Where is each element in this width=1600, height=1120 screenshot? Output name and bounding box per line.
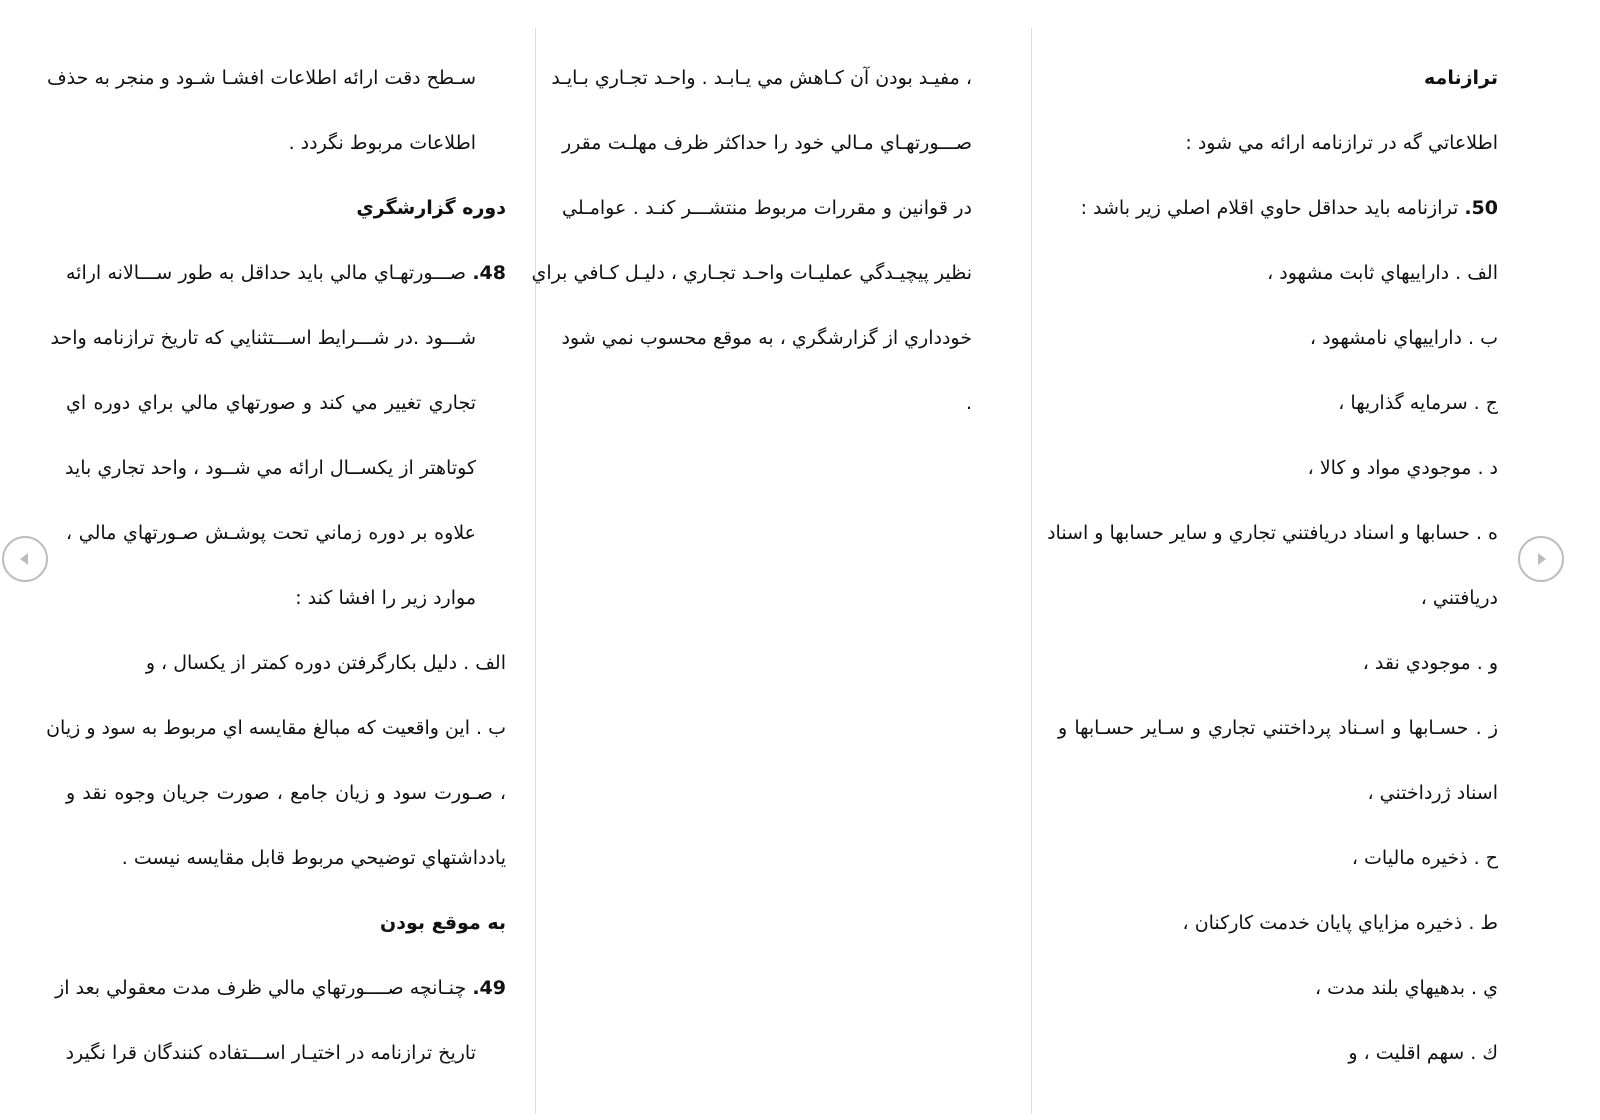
text-line: شـــود .در شـــرايط اســـتثنايي كه تاريخ ترازنامه واحد [50, 327, 476, 349]
text-line: دريافتني ، [1420, 587, 1498, 609]
list-item: ب . اين واقعيت كه مبالغ مقايسه اي مربوط به سود و زيان [46, 717, 506, 739]
text-line: ، صـورت سود و زيان جامع ، صورت جريان وجوه نقد و [66, 782, 506, 804]
text-line: صـــورتهـاي مالي بايد حداقل به طور ســـالانه ارائه [66, 262, 467, 284]
list-item: ح . ذخيره ماليات ، [1351, 847, 1498, 869]
list-item: و . موجودي نقد ، [1362, 652, 1498, 674]
paragraph-number: 49. [472, 977, 506, 999]
text-line: تجاري تغيير مي كند و صورتهاي مالي براي دوره اي [66, 392, 476, 414]
list-item: الف . داراييهاي ثابت مشهود ، [1267, 262, 1498, 284]
text-column-left [46, 46, 506, 1086]
text-line: نظير پيچيـدگي عمليـات واحـد تجـاري ، دليـل كـافي براي [531, 262, 972, 284]
list-item: ه . حسابها و اسناد دريافتني تجاري و ساير حسابها و اسناد [1047, 522, 1498, 544]
text-line: در قوانين و مقررات مربوط منتشـــر كنـد . عوامـلي [562, 197, 972, 219]
paragraph-number: 48. [472, 262, 506, 284]
list-item: ط . ذخيره مزاياي پايان خدمت كاركنان ، [1182, 912, 1498, 934]
text-line: اطلاعات مربوط نگردد . [288, 132, 476, 154]
column-divider [1031, 28, 1032, 1114]
list-item: ز . حسـابها و اسـناد پرداختني تجاري و سـاير حسـابها و [1058, 717, 1498, 739]
text-line: صـــورتهـاي مـالي خود را حداكثر ظرف مهلـت مقرر [562, 132, 972, 154]
text-line: اسناد ژرداختني ، [1367, 782, 1498, 804]
section-heading: به موقع بودن [380, 912, 506, 934]
text-column-middle [531, 46, 972, 436]
text-line: خودداري از گزارشگري ، به موقع محسوب نمي شود [561, 327, 972, 349]
numbered-paragraph-line [66, 241, 506, 306]
chevron-left-icon [15, 549, 35, 569]
list-item: ب . داراييهاي نامشهود ، [1309, 327, 1498, 349]
text-line: ، مفيـد بودن آن كـاهش مي يـابـد . واحـد تجـاري بـايـد [551, 67, 972, 89]
list-item: الف . دليل بكارگرفتن دوره كمتر از يكسال ، و [145, 652, 506, 674]
column-divider [535, 28, 536, 1114]
text-line: علاوه بر دوره زماني تحت پوشـش صـورتهاي مالي ، [66, 522, 476, 544]
text-line: چنـانچه صــــورتهاي مالي ظرف مدت معقولي بعد از [55, 977, 467, 999]
text-line: كوتاهتر از يكســال ارائه مي شــود ، واحد تجاري بايد [64, 457, 476, 479]
text-line: يادداشتهاي توضيحي مربوط قابل مقايسه نيست . [121, 847, 506, 869]
numbered-paragraph-line [1058, 176, 1498, 241]
text-line: اطلاعاتي گه در ترازنامه ارائه مي شود : [1185, 132, 1498, 154]
paragraph-number: 50. [1464, 197, 1498, 219]
next-page-button[interactable] [1518, 536, 1564, 582]
text-line: تاريخ ترازنامه در اختيـار اســـتفاده كنندگان قرا نگيرد [65, 1042, 476, 1064]
list-item: ك . سهم اقليت ، و [1348, 1042, 1498, 1064]
list-item: ي . بدهيهاي بلند مدت ، [1315, 977, 1498, 999]
section-heading: دوره گزارشگري [356, 197, 506, 219]
numbered-paragraph-line [55, 956, 506, 1021]
chevron-right-icon [1531, 549, 1551, 569]
text-column-right [1047, 46, 1498, 1086]
text-line: موارد زير را افشا كند : [295, 587, 476, 609]
list-item: ج . سرمايه گذاريها ، [1338, 392, 1498, 414]
prev-page-button[interactable] [2, 536, 48, 582]
text-line: . [965, 392, 972, 414]
text-line: ترازنامه بايد حداقل حاوي اقلام اصلي زير باشد : [1080, 197, 1459, 219]
text-line: سـطح دقت ارائه اطلاعات افشـا شـود و منجر به حذف [46, 67, 476, 89]
section-heading: ترازنامه [1424, 67, 1498, 89]
list-item: د . موجودي مواد و كالا ، [1307, 457, 1498, 479]
